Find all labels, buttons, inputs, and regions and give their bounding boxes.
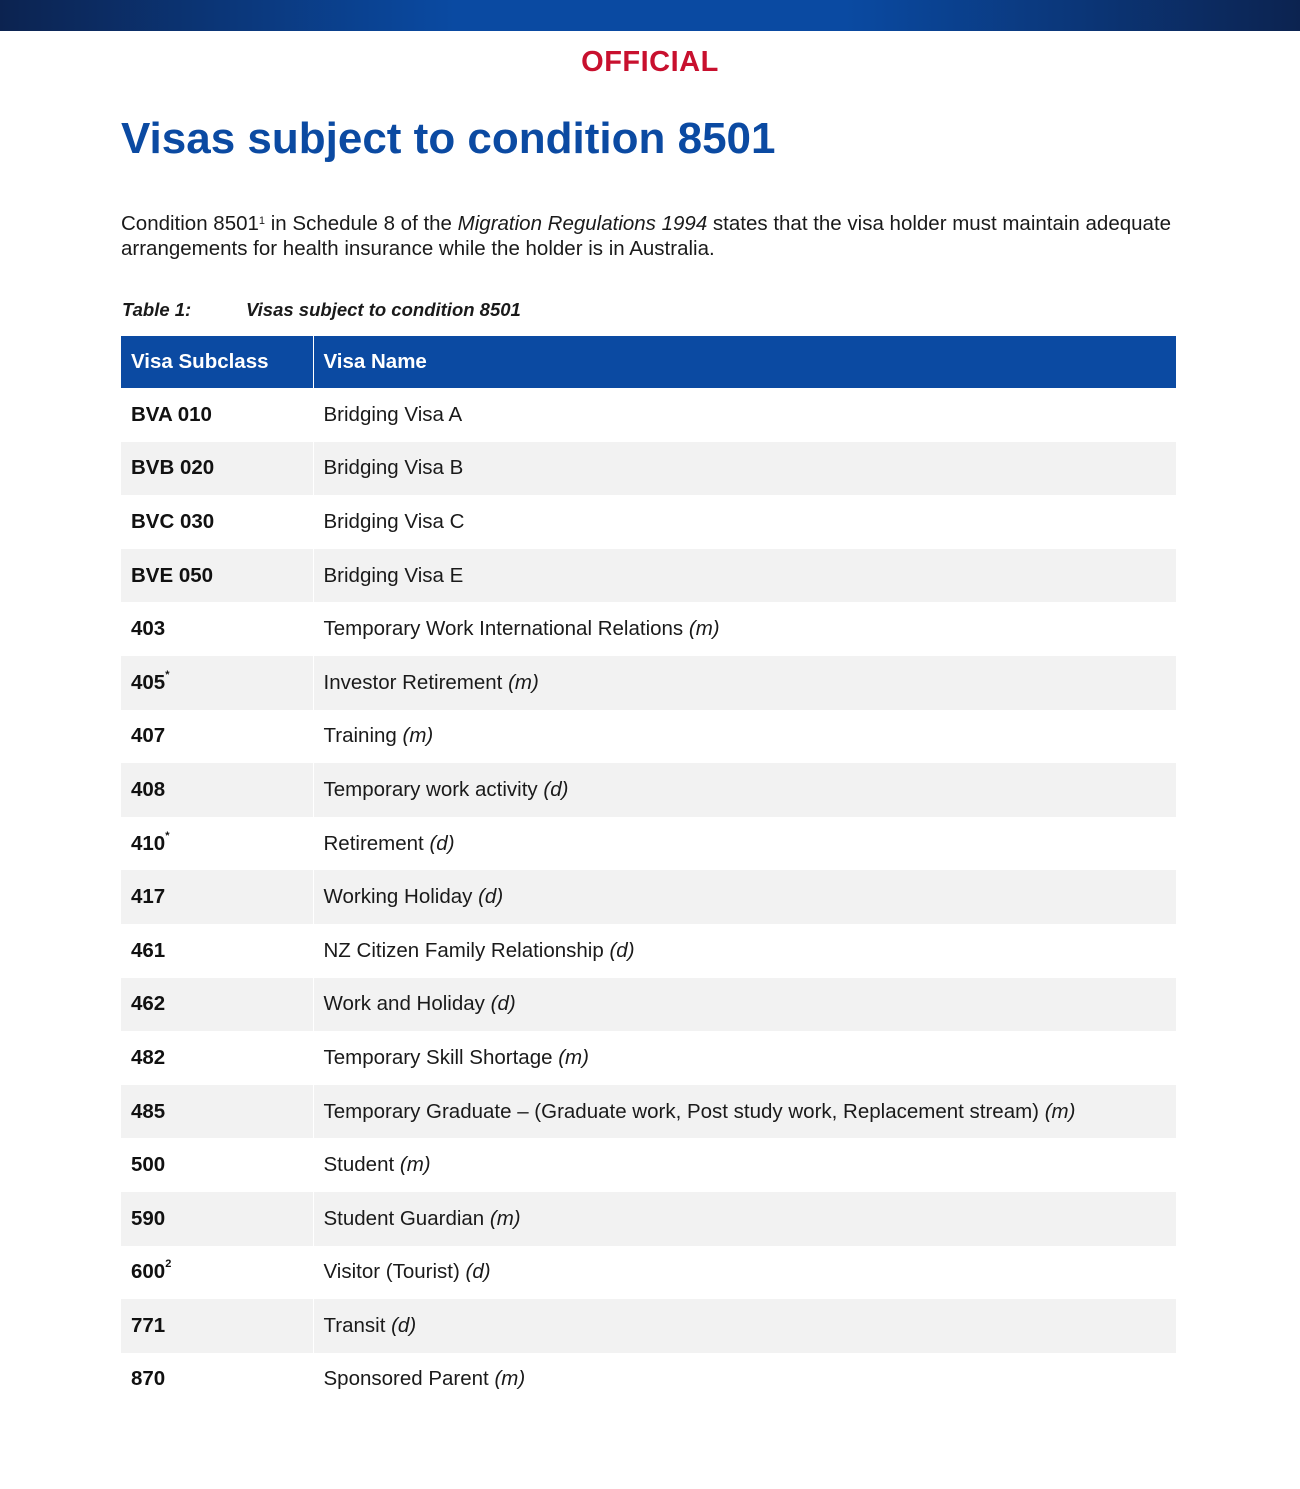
visa-subclass: 590 xyxy=(131,1206,166,1230)
visa-subclass-cell xyxy=(121,1299,313,1353)
visa-name-cell xyxy=(313,924,1176,978)
table-row xyxy=(121,1138,1176,1192)
header-band xyxy=(0,0,1300,31)
visa-footnote-marker: 2 xyxy=(165,1258,172,1271)
visa-subclass: 462 xyxy=(131,992,166,1016)
table-row xyxy=(121,870,1176,924)
visa-name: Bridging Visa B xyxy=(323,456,464,480)
visa-table xyxy=(121,336,1176,1406)
visa-subclass-cell xyxy=(121,710,313,764)
table-body xyxy=(121,388,1176,1406)
visa-subclass-cell xyxy=(121,602,313,656)
visa-subclass-cell xyxy=(121,978,313,1032)
visa-subclass-cell xyxy=(121,1085,313,1139)
visa-subclass: 870 xyxy=(131,1367,166,1391)
intro-text: in Schedule 8 of the xyxy=(265,212,458,235)
visa-name-cell xyxy=(313,442,1176,496)
visa-name-cell xyxy=(313,1192,1176,1246)
visa-name-cell xyxy=(313,1085,1176,1139)
visa-subclass: 408 xyxy=(131,777,166,801)
visa-name: Investor Retirement xyxy=(323,670,503,694)
visa-subclass-cell xyxy=(121,656,313,710)
table-row xyxy=(121,495,1176,549)
table-row xyxy=(121,1353,1176,1407)
table-row xyxy=(121,1085,1176,1139)
visa-subclass: 417 xyxy=(131,885,166,909)
visa-subclass: 407 xyxy=(131,724,166,748)
visa-subclass: 485 xyxy=(131,1099,166,1123)
visa-name-cell xyxy=(313,978,1176,1032)
intro-text: states that the visa holder must maintain adequate arrangements for health insurance while the holder is in Australia. xyxy=(121,212,1172,260)
visa-name: Sponsored Parent xyxy=(323,1367,489,1391)
visa-name: NZ Citizen Family Relationship xyxy=(323,938,604,962)
visa-name: Transit xyxy=(323,1313,386,1337)
table-caption xyxy=(122,299,521,321)
visa-type-tag: (m) xyxy=(1044,1099,1076,1123)
visa-type-tag: (d) xyxy=(490,992,516,1016)
table-row xyxy=(121,1031,1176,1085)
visa-type-tag: (d) xyxy=(465,1260,491,1284)
visa-subclass: BVA 010 xyxy=(131,402,212,426)
table-row xyxy=(121,978,1176,1032)
intro-paragraph xyxy=(121,211,1181,261)
visa-name-cell xyxy=(313,817,1176,871)
visa-type-tag: (m) xyxy=(494,1367,526,1391)
visa-type-tag: (d) xyxy=(543,777,569,801)
visa-name-cell xyxy=(313,388,1176,442)
visa-subclass-cell xyxy=(121,1138,313,1192)
visa-name: Temporary Skill Shortage xyxy=(323,1045,553,1069)
footnote-marker: 1 xyxy=(258,215,266,227)
visa-name: Temporary Work International Relations xyxy=(323,617,684,641)
visa-name-cell xyxy=(313,1299,1176,1353)
visa-subclass: BVB 020 xyxy=(131,456,215,480)
table-row xyxy=(121,442,1176,496)
table-row xyxy=(121,817,1176,871)
visa-subclass-cell xyxy=(121,1192,313,1246)
visa-subclass: 405 xyxy=(131,670,166,694)
visa-name-cell xyxy=(313,495,1176,549)
visa-name: Bridging Visa A xyxy=(323,402,463,426)
visa-type-tag: (d) xyxy=(478,885,504,909)
visa-name-cell xyxy=(313,763,1176,817)
visa-name-cell xyxy=(313,870,1176,924)
visa-name-cell xyxy=(313,1138,1176,1192)
visa-subclass: BVE 050 xyxy=(131,563,214,587)
visa-name: Student Guardian xyxy=(323,1206,485,1230)
visa-subclass-cell xyxy=(121,1353,313,1407)
visa-subclass: 410 xyxy=(131,831,166,855)
visa-type-tag: (m) xyxy=(688,617,720,641)
visa-type-tag: (d) xyxy=(609,938,635,962)
visa-name: Temporary Graduate – (Graduate work, Post study work, Replacement stream) xyxy=(323,1099,1040,1123)
visa-name: Bridging Visa E xyxy=(323,563,464,587)
visa-name-cell xyxy=(313,602,1176,656)
visa-name-cell xyxy=(313,656,1176,710)
visa-type-tag: (d) xyxy=(429,831,455,855)
visa-name: Temporary work activity xyxy=(323,777,538,801)
visa-subclass-cell xyxy=(121,442,313,496)
table-row xyxy=(121,549,1176,603)
visa-name: Bridging Visa C xyxy=(323,509,465,533)
visa-footnote-marker: * xyxy=(165,829,170,842)
visa-name-cell xyxy=(313,1246,1176,1300)
table-row xyxy=(121,1192,1176,1246)
regulation-name: Migration Regulations 1994 xyxy=(457,212,708,235)
table-row xyxy=(121,1299,1176,1353)
visa-type-tag: (m) xyxy=(399,1153,431,1177)
visa-subclass: 771 xyxy=(131,1313,166,1337)
table-row xyxy=(121,924,1176,978)
visa-subclass-cell xyxy=(121,549,313,603)
visa-name-cell xyxy=(313,549,1176,603)
table-row xyxy=(121,388,1176,442)
visa-name: Working Holiday xyxy=(323,885,473,909)
visa-type-tag: (m) xyxy=(402,724,434,748)
visa-subclass: 403 xyxy=(131,617,166,641)
table-row xyxy=(121,602,1176,656)
visa-subclass-cell xyxy=(121,817,313,871)
visa-subclass: BVC 030 xyxy=(131,509,215,533)
table-caption-label: Table 1: xyxy=(122,299,192,320)
visa-name: Training xyxy=(323,724,397,748)
visa-subclass: 461 xyxy=(131,938,166,962)
visa-name-cell xyxy=(313,710,1176,764)
table-row xyxy=(121,710,1176,764)
visa-name: Visitor (Tourist) xyxy=(323,1260,460,1284)
visa-name: Student xyxy=(323,1153,395,1177)
visa-subclass-cell xyxy=(121,495,313,549)
visa-subclass-cell xyxy=(121,924,313,978)
table-row xyxy=(121,656,1176,710)
table-header-row xyxy=(121,336,1176,388)
table-row xyxy=(121,1246,1176,1300)
visa-type-tag: (d) xyxy=(391,1313,417,1337)
intro-text: Condition 8501 xyxy=(121,212,259,235)
visa-type-tag: (m) xyxy=(489,1206,521,1230)
table-caption-title: Visas subject to condition 8501 xyxy=(246,299,521,320)
visa-footnote-marker: * xyxy=(165,668,170,681)
table-row xyxy=(121,763,1176,817)
column-header-subclass: Visa Subclass xyxy=(121,336,313,388)
visa-subclass-cell xyxy=(121,763,313,817)
visa-subclass-cell xyxy=(121,1031,313,1085)
visa-name-cell xyxy=(313,1031,1176,1085)
column-header-name: Visa Name xyxy=(313,336,1176,388)
security-classification: OFFICIAL xyxy=(581,46,719,78)
visa-name: Work and Holiday xyxy=(323,992,485,1016)
visa-subclass-cell xyxy=(121,388,313,442)
visa-subclass-cell xyxy=(121,870,313,924)
visa-type-tag: (m) xyxy=(508,670,539,694)
visa-subclass: 500 xyxy=(131,1153,166,1177)
page-title: Visas subject to condition 8501 xyxy=(121,114,776,163)
visa-subclass: 482 xyxy=(131,1045,166,1069)
visa-subclass-cell xyxy=(121,1246,313,1300)
visa-name-cell xyxy=(313,1353,1176,1407)
visa-name: Retirement xyxy=(323,831,424,855)
visa-type-tag: (m) xyxy=(558,1045,589,1069)
visa-subclass: 600 xyxy=(131,1260,166,1284)
